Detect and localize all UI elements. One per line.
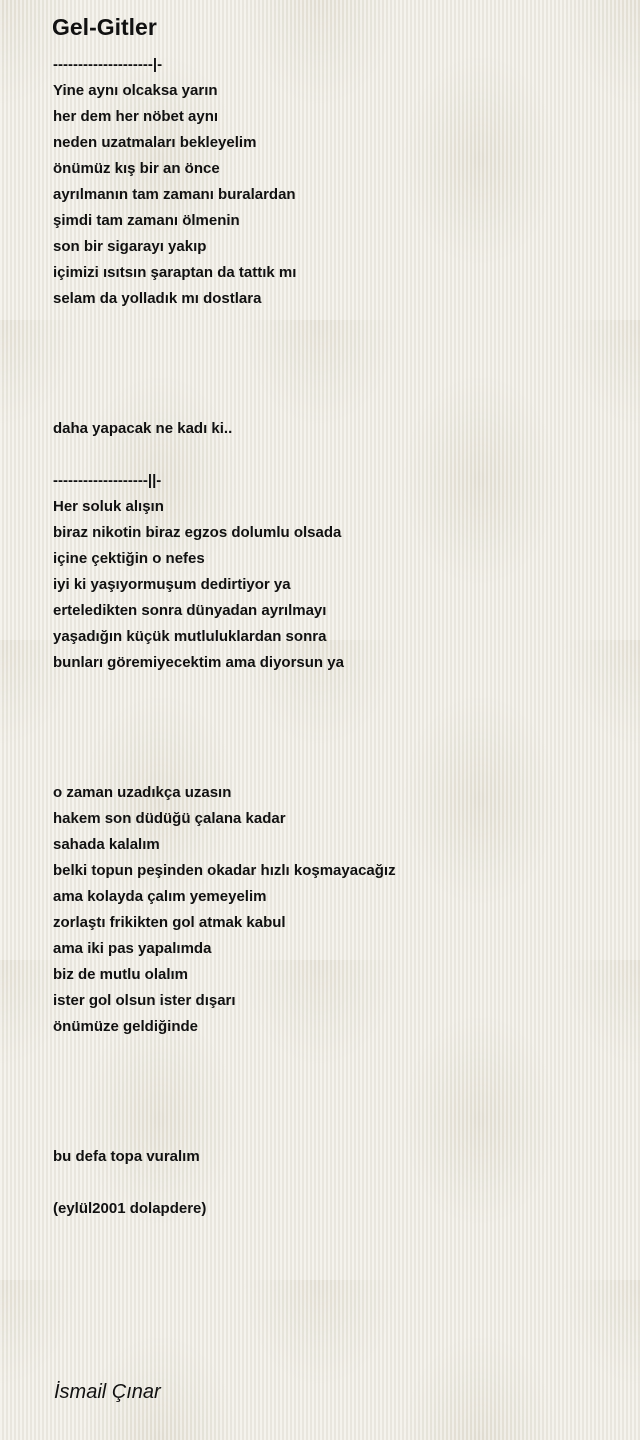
poem-blank-line [53, 1066, 613, 1092]
poem-line: daha yapacak ne kadı ki.. [53, 420, 233, 437]
poem-line: hakem son düdüğü çalana kadar [53, 810, 286, 827]
poem-blank-line [53, 1118, 613, 1144]
poem-line: neden uzatmaları bekleyelim [53, 134, 257, 151]
poem-blank-line [53, 312, 613, 338]
poem-line: (eylül2001 dolapdere) [53, 1200, 207, 1217]
poem-blank-line [53, 364, 613, 390]
poem-line: belki topun peşinden okadar hızlı koşmayacağız [53, 862, 396, 879]
poem-blank-line [53, 338, 613, 364]
poem-line: biz de mutlu olalım [53, 966, 189, 983]
poem-line: biraz nikotin biraz egzos dolumlu olsada [53, 524, 342, 541]
poem-line: erteledikten sonra dünyadan ayrılmayı [53, 602, 327, 619]
poem-title: Gel-Gitler [52, 14, 157, 40]
poem-blank-line [53, 1092, 613, 1118]
poem-line: bunları göremiyecektim ama diyorsun ya [53, 654, 344, 671]
poem-body [53, 52, 613, 1222]
poem-blank-line [53, 390, 613, 416]
poem-blank-line [53, 1040, 613, 1066]
poem-line: önümüze geldiğinde [53, 1018, 198, 1035]
poem-line: şimdi tam zamanı ölmenin [53, 212, 240, 229]
poem-line: içine çektiğin o nefes [53, 550, 205, 567]
poem-author[interactable]: İsmail Çınar [54, 1381, 161, 1403]
poem-line: her dem her nöbet aynı [53, 108, 219, 125]
poem-line: -------------------||- [53, 472, 162, 489]
poem-line: sahada kalalım [53, 836, 160, 853]
poem-blank-line [53, 442, 613, 468]
poem-line: ister gol olsun ister dışarı [53, 992, 236, 1009]
poem-blank-line [53, 728, 613, 754]
poem-line: önümüz kış bir an önce [53, 160, 220, 177]
poem-blank-line [53, 702, 613, 728]
poem-line: son bir sigarayı yakıp [53, 238, 207, 255]
poem-line: o zaman uzadıkça uzasın [53, 784, 232, 801]
poem-line: selam da yolladık mı dostlara [53, 290, 262, 307]
poem-line: yaşadığın küçük mutluluklardan sonra [53, 628, 327, 645]
poem-line: zorlaştı frikikten gol atmak kabul [53, 914, 286, 931]
poem-line: iyi ki yaşıyormuşum dedirtiyor ya [53, 576, 291, 593]
poem-line: --------------------|- [53, 56, 163, 73]
poem-blank-line [53, 754, 613, 780]
poem-blank-line [53, 676, 613, 702]
poem-line: ama kolayda çalım yemeyelim [53, 888, 267, 905]
poem-line: ayrılmanın tam zamanı buralardan [53, 186, 296, 203]
poem-line: içimizi ısıtsın şaraptan da tattık mı [53, 264, 297, 281]
poem-line: bu defa topa vuralım [53, 1148, 200, 1165]
poem-line: Yine aynı olcaksa yarın [53, 82, 218, 99]
poem-blank-line [53, 1170, 613, 1196]
poem-line: ama iki pas yapalımda [53, 940, 212, 957]
poem-line: Her soluk alışın [53, 498, 164, 515]
